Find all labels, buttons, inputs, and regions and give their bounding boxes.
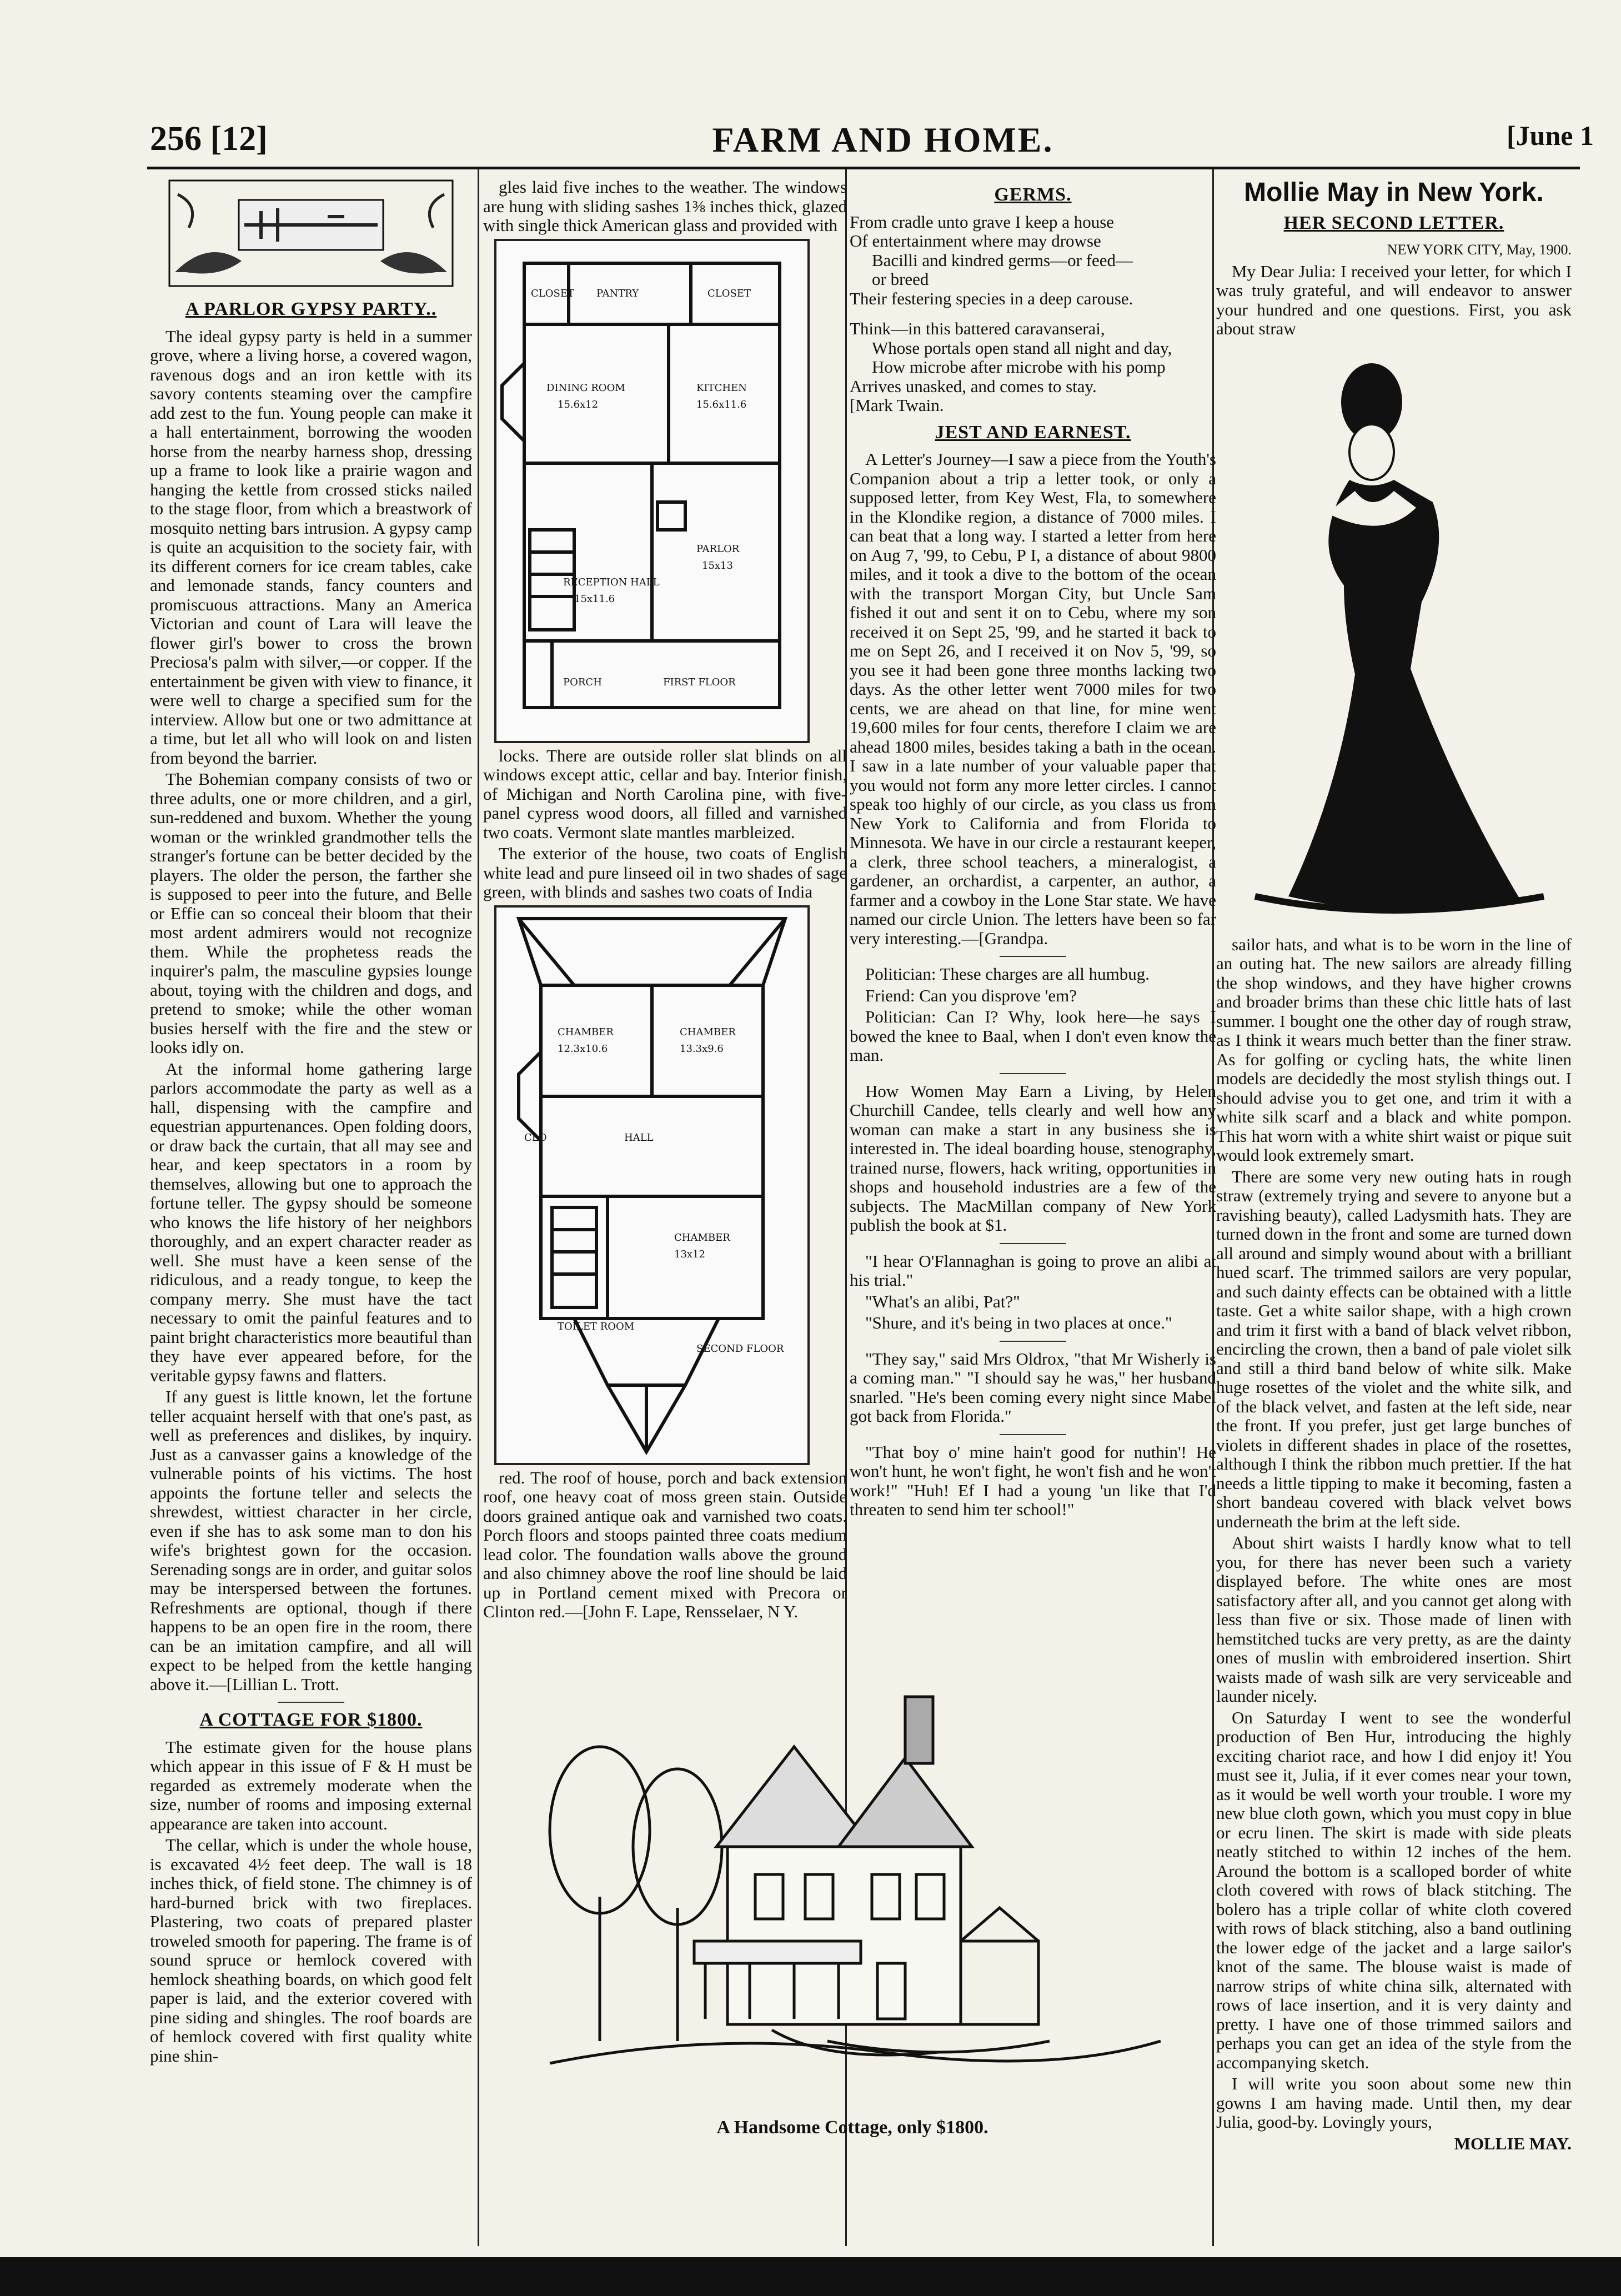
plan-label: 15.6x11.6	[696, 398, 747, 410]
cottage-caption: A Handsome Cottage, only $1800.	[716, 2117, 988, 2138]
column-4	[1216, 178, 1572, 2252]
poem-line: Of entertainment where may drowse	[850, 231, 1101, 250]
paragraph: I will write you soon about some new thin gowns I am having made. Until then, my dear Julia, good-by. Lovingly yours,	[1216, 2074, 1572, 2132]
mollie-may-title: Mollie May in New York.	[1244, 178, 1544, 207]
paragraph: locks. There are outside roller slat blinds on all windows except attic, cellar and bay. Interior finish, of Michigan and North Carolina pine, with five-panel cypress wood doors, all filled and varnished two coats. Vermont slate mantles marbleized.	[483, 745, 847, 842]
cottage-illustration	[494, 1663, 1211, 2152]
paragraph: At the informal home gathering large parlors accommodate the party as well as a hall, dispensing with the campfire and equestrian appurtenances. Open folding doors, or draw back the curtain, that all may see and hear, and keep spectators in a room by themselves, allowing but one to approach the fortune teller. The gypsy should be someone who knows the life history of her neighbors thoroughly, and an expert character reader as well. She must have a keen sense of the ridiculous, and a ready tongue, to keep the company merry. She must have the tact necessary to omit the painful features and to paint bright characteristics more beautiful than they have ever appeared before, for the veritable gypsy fawns and flatters.	[150, 1059, 472, 1385]
paragraph: How Women May Earn a Living, by Helen Churchill Candee, tells clearly and well how any woman can make a start in any business she is interested in. The ideal boarding house, stenography, trained nurse, flowers, hack writing, opportunities in shops and household industries are a few of the subjects. The MacMillan company of New York publish the book at $1.	[850, 1081, 1216, 1235]
poem-line: or breed	[872, 269, 929, 289]
paragraph: "Shure, and it's being in two places at once."	[865, 1313, 1172, 1332]
plan-label: 15.6x12	[558, 398, 599, 410]
plan-label: PANTRY	[596, 287, 639, 299]
plan-label: PARLOR	[696, 543, 740, 555]
page-bottom-border	[0, 2257, 1621, 2296]
paragraph: The estimate given for the house plans which appear in this issue of F & H must be regarded as extremely moderate when the size, number of rooms and imposing external appearance are taken into account.	[150, 1737, 472, 1833]
paragraph: On Saturday I went to see the wonderful production of Ben Hur, introducing the highly exciting chariot race, and how I did enjoy it! You must see it, Julia, if it ever comes near your town, as it would be well worth your trouble. I wore my new blue cloth gown, which you must copy in blue or ecru linen. The skirt is made with side pleats neatly stitched to within 12 inches of the hem. Around the bottom is a scalloped border of white cloth covered with rows of black stitching. The bolero has a triple collar of white cloth covered with rows of black stitching, also a band outlining the lower edge of the jacket and a large sailor's knot of the same. The blouse waist is made of narrow strips of white china silk, alternated with rows of lace insertion, and it is very dainty and pretty. I have one of those trimmed sailors and perhaps you can get an idea of the style from the accompanying sketch.	[1216, 1707, 1572, 2072]
separator	[1000, 1341, 1066, 1342]
paragraph: Politician: Can I? Why, look here—he says I bowed the knee to Baal, when I don't even know the man.	[850, 1007, 1216, 1065]
paragraph: The exterior of the house, two coats of English white lead and pure linseed oil in two shades of sage green, with blinds and sashes two coats of India	[483, 844, 847, 901]
column-divider	[478, 169, 479, 2246]
separator	[1000, 1073, 1066, 1074]
plan-label: CLOSET	[531, 287, 574, 299]
separator	[278, 1702, 344, 1703]
plan-label: CHAMBER	[558, 1026, 614, 1038]
paragraph: A Letter's Journey—I saw a piece from the Youth's Companion about a trip a letter took, or only a supposed letter, from Key West, Fla, to somewhere in the Klondike region, a distance of 7000 miles. I can beat that a long way. I started a letter from here on Aug 7, '99, to Cebu, P I, a distance of about 9800 miles, and it took a dive to the bottom of the ocean with the transport Morgan City, but Uncle Sam fished it out and sent it on to Cebu, where my son received it on Sept 25, '99, and he started it back to me on Sept 26, and I received it on Nov 5, '99, so you see it had been gone three months lacking two days. As the other letter went 7000 miles for two cents, we are ahead on that line, for mine went 19,600 miles for four cents, therefore I claim we are ahead 1800 miles, besides taking a bath in the ocean. I saw in a late number of your valuable paper that you would not form any more letter circles. I cannot speak too highly of our circle, as you class us from New York to California and from Florida to Minnesota. We have in our circle a restaurant keeper, a clerk, three school teachers, a mineralogist, a gardener, an orchardist, a carpenter, an author, a farmer and a cowboy in the Lone Star state. We have named our circle Union. The letters have been so far very interesting.—[Grandpa.	[850, 449, 1216, 948]
plan-label: 12.3x10.6	[558, 1042, 608, 1055]
paragraph: "What's an alibi, Pat?"	[865, 1291, 1020, 1311]
paragraph: The cellar, which is under the whole house, is excavated 4½ feet deep. The wall is 18 inches thick, of field stone. The chimney is of hard-burned brick with two fireplaces. Plastering, two coats of prepared plaster troweled smooth for papering. The frame is of sound spruce or hemlock covered with hemlock sheathing boards, on which good felt paper is laid, and the exterior covered with pine siding and shingles. The roof boards are of hemlock covered with first quality white pine shin-	[150, 1835, 472, 2066]
poem-line: How microbe after microbe with his pomp	[872, 357, 1166, 377]
poem-line: Arrives unasked, and comes to stay.	[850, 376, 1097, 396]
poem-line: From cradle unto grave I keep a house	[850, 212, 1115, 232]
second-floor-plan	[494, 905, 810, 1465]
paragraph: "They say," said Mrs Oldrox, "that Mr Wisherly is a coming man." "I should say he was," her husband snarled. "He's been coming every night since Mabel got back from Florida."	[850, 1348, 1216, 1426]
plan-label: HALL	[624, 1131, 654, 1144]
paragraph: gles laid five inches to the weather. The windows are hung with sliding sashes 1⅜ inches thick, glazed with single thick American glass and provided with	[483, 178, 847, 235]
germs-title: GERMS.	[994, 184, 1072, 205]
plan-label: 13x12	[674, 1248, 705, 1260]
plan-label: CLO	[524, 1131, 547, 1144]
plan-label: RECEPTION HALL	[563, 576, 660, 588]
poem-line: Whose portals open stand all night and day,	[872, 338, 1172, 358]
poem-line: Their festering species in a deep carouse.	[850, 288, 1133, 308]
paragraph: About shirt waists I hardly know what to tell you, for there has never been such a variety displayed before. The white ones are most satisfactory after all, and you cannot get along with less than five or six. Those made of linen with hemstitched tucks are very pretty, as are the dainty ones of muslin with embroidered insertion. Shirt waists made of wash silk are very serviceable and launder nicely.	[1216, 1533, 1572, 1706]
plan-label: DINING ROOM	[546, 382, 625, 394]
poem-spacer	[850, 308, 1216, 319]
paragraph: sailor hats, and what is to be worn in the line of an outing hat. The new sailors are already filling the shop windows, and they have higher crowns and broader brims than these chic little hats of last summer. I bought one the other day of rough straw, as I think it wears much better than the finer straw. As for golfing or cycling hats, the white linen models are decidedly the most stylish things out. I should advise you to get one, and trim it with a white silk scarf and a black and white pompon. This hat worn with a white shirt waist or pique suit would look extremely smart.	[1216, 934, 1572, 1165]
paragraph: If any guest is little known, let the fortune teller acquaint herself with that one's past, as well as preferences and dislikes, by inquiry. Just as a canvasser gains a knowledge of the vulnerable points of his victims. The host appoints the fortune teller and selects the shrewdest, wittiest character in her circle, even if she has to ask some man to don his wife's brightest gown for the occasion. Serenading songs are in order, and guitar solos may be interspersed between the fortunes. Refreshments are optional, though if there happens to be an open fire in the room, there can be an imitation campfire, and all will expect to be helped from the kettle hanging above it.—[Lillian L. Trott.	[150, 1387, 472, 1694]
second-letter-subtitle: HER SECOND LETTER.	[1283, 212, 1504, 233]
germs-poem	[850, 213, 1216, 415]
masthead-title: FARM AND HOME.	[712, 120, 1054, 159]
dateline: NEW YORK CITY, May, 1900.	[1387, 242, 1572, 258]
poem-signature: [Mark Twain.	[850, 395, 944, 415]
plan-label: 13.3x9.6	[680, 1042, 724, 1055]
plan-label: 15x11.6	[574, 593, 615, 605]
plan-label: CHAMBER	[674, 1231, 730, 1244]
plan-label: CLOSET	[707, 287, 751, 299]
paragraph: "That boy o' mine hain't good for nuthin'! He won't hunt, he won't fight, he won't fish and he won't work!" "Huh! Ef I had a young 'un like that I'd threaten to send him ter school!"	[850, 1442, 1216, 1519]
plan-label: TOILET ROOM	[558, 1320, 635, 1332]
poem-line: Think—in this battered caravanserai,	[850, 319, 1105, 338]
paragraph: There are some very new outing hats in rough straw (extremely trying and severe to anyone but a ravishing beauty), called Ladysmith hats. They are turned down in the front and some are turned down all around and simply wound about with a brilliant hued scarf. The trimmed sailors are very popular, and such dainty effects can be obtained with a little taste. Get a white sailor shape, with a high crown and trim it first with a band of black velvet ribbon, encircling the crown, then a band of pale violet silk and still a third band below of white silk. Make huge rosettes of the violet and the white silk, and of the black velvet, and fasten at the left side, near the front. If you prefer, just get large bunches of violets in different shades in place of the rosettes, although I think the ribbon much prettier. If the hat needs a little tipping to make it becoming, fasten a short bandeau covered with black velvet bows underneath the brim at the left side.	[1216, 1166, 1572, 1531]
plan-label: KITCHEN	[696, 382, 747, 394]
separator	[1000, 956, 1066, 957]
column-1	[150, 178, 472, 2252]
page-number: 256 [12]	[150, 120, 268, 158]
paragraph: The Bohemian company consists of two or three adults, one or more children, and a girl, sun-reddened and buxom. Whether the young woman or the wrinkled grandmother tells the stranger's fortune can be better decided by the players. The older the person, the farther she is supposed to peer into the future, and Belle or Effie can so conceal their bloom that their most ardent admirers would not recognize them. While the prophetess reads the inquirer's palm, the masculine gypsies lounge about, toying with the children and dogs, and pretend to smoke; while the other woman busies herself with the fire and the stew or looks idly on.	[150, 769, 472, 1057]
cottage-drawing	[494, 1663, 1211, 2108]
paragraph: Politician: These charges are all humbug.	[865, 964, 1150, 984]
decorative-illustration	[167, 178, 455, 289]
page-header	[150, 119, 1616, 164]
paragraph: Friend: Can you disprove 'em?	[865, 985, 1077, 1005]
paragraph: My Dear Julia: I received your letter, for which I was truly grateful, and will endeavor to answer your hundred and one questions. First, you ask about straw	[1216, 261, 1572, 338]
paragraph: The ideal gypsy party is held in a summer grove, where a living horse, a covered wagon, ravenous dogs and an iron kettle with its savory contents steaming over the campfire add zest to the fun. Young people can make it a hall entertainment, borrowing the wooden horse from the nearby harness shop, dressing up a frame to look like a prairie wagon and hanging the kettle from crossed sticks nailed to the stage floor, from which a breastwork of mosquito netting bars intrusion. A gypsy camp is quite an acquisition to the society fair, with its different corners for ice cream tables, cake and lemonade stands, fancy counters and promiscuous attractions. Many an America Victorian and count of Lara will leave the flower girl's bower to cross the brown Preciosa's palm with silver,—or copper. If the entertainment be given with view to finance, it were well to charge a specified sum for the interview. Allow but one or two admittance at a time, but let all who will look on and listen from beyond the barrier.	[150, 326, 472, 768]
plan-label: FIRST FLOOR	[663, 676, 736, 688]
paragraph: red. The roof of house, porch and back extension roof, one heavy coat of moss green stain. Outside doors grained antique oak and varnished two coats. Porch floors and stoops painted three coats medium lead color. The foundation walls above the ground and also chimney above the roof line should be laid up in Portland cement mixed with Precora or Clinton red.—[John F. Lape, Rensselaer, N Y.	[483, 1467, 847, 1621]
separator	[1000, 1243, 1066, 1244]
separator	[1000, 1434, 1066, 1435]
issue-date: [June 1	[1507, 120, 1594, 151]
first-floor-plan	[494, 239, 810, 743]
plan-label: SECOND FLOOR	[696, 1342, 784, 1355]
parlor-gypsy-title: A PARLOR GYPSY PARTY..	[185, 299, 437, 319]
paragraph: "I hear O'Flannaghan is going to prove an alibi at his trial."	[850, 1251, 1216, 1290]
cottage-title: A COTTAGE FOR $1800.	[199, 1710, 423, 1730]
plan-label: CHAMBER	[680, 1026, 736, 1038]
fashion-sketch	[1222, 341, 1566, 930]
poem-line: Bacilli and kindred germs—or feed—	[872, 250, 1133, 270]
column-3	[850, 178, 1216, 1652]
plan-label: 15x13	[702, 559, 733, 572]
header-rule	[147, 167, 1580, 169]
signature: MOLLIE MAY.	[1454, 2133, 1572, 2153]
jest-title: JEST AND EARNEST.	[935, 422, 1131, 443]
plan-label: PORCH	[563, 676, 602, 688]
column-2	[483, 178, 847, 1652]
